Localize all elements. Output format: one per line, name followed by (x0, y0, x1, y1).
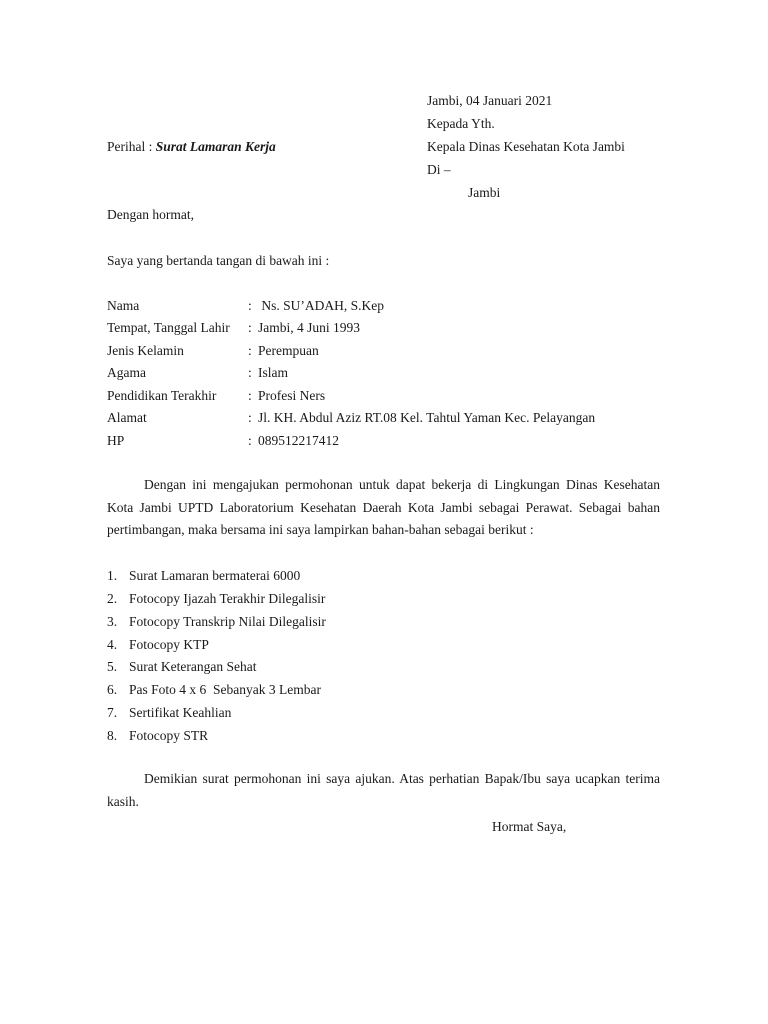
list-text: Fotocopy Ijazah Terakhir Dilegalisir (129, 591, 326, 606)
identity-row (107, 342, 667, 360)
list-text: Sertifikat Keahlian (129, 705, 232, 720)
recipient-salutation: Kepada Yth. (427, 116, 495, 131)
list-number: 3. (107, 614, 118, 629)
identity-value: 089512217412 (258, 433, 339, 448)
identity-colon: : (248, 298, 252, 313)
list-text: Surat Keterangan Sehat (129, 659, 257, 674)
identity-label: Alamat (107, 410, 147, 425)
identity-value: Profesi Ners (258, 388, 326, 403)
subject-label: Perihal : (107, 139, 156, 154)
identity-value: Ns. SU’ADAH, S.Kep (258, 298, 385, 313)
list-number: 4. (107, 637, 118, 652)
subject-line (107, 138, 276, 156)
list-text: Fotocopy STR (129, 728, 209, 743)
identity-colon: : (248, 320, 252, 335)
identity-row (107, 387, 667, 405)
identity-row (107, 319, 667, 337)
closing-paragraph-text: Demikian surat permohonan ini saya ajukan. Atas perhatian Bapak/Ibu saya ucapkan terima kasih. (107, 771, 660, 809)
identity-value: Jl. KH. Abdul Aziz RT.08 Kel. Tahtul Yaman Kec. Pelayangan (258, 410, 596, 425)
identity-row (107, 297, 667, 315)
identity-value: Perempuan (258, 343, 319, 358)
recipient-di: Di – (427, 162, 451, 177)
intro-text: Saya yang bertanda tangan di bawah ini : (107, 253, 330, 268)
list-text: Surat Lamaran bermaterai 6000 (129, 568, 301, 583)
identity-label: Nama (107, 298, 140, 313)
identity-colon: : (248, 410, 252, 425)
identity-label: HP (107, 433, 125, 448)
subject-value: Surat Lamaran Kerja (155, 139, 276, 154)
identity-label: Jenis Kelamin (107, 343, 184, 358)
identity-colon: : (248, 343, 252, 358)
list-number: 8. (107, 728, 118, 743)
list-number: 1. (107, 568, 118, 583)
identity-row (107, 432, 667, 450)
identity-value: Islam (258, 365, 288, 380)
list-text: Fotocopy KTP (129, 637, 209, 652)
list-number: 5. (107, 659, 118, 674)
list-text: Fotocopy Transkrip Nilai Dilegalisir (129, 614, 326, 629)
body-paragraph (107, 474, 660, 542)
list-text: Pas Foto 4 x 6 Sebanyak 3 Lembar (129, 682, 321, 697)
signoff: Hormat Saya, (492, 819, 567, 834)
greeting: Dengan hormat, (107, 207, 194, 222)
list-number: 7. (107, 705, 118, 720)
identity-label: Tempat, Tanggal Lahir (107, 320, 230, 335)
identity-value: Jambi, 4 Juni 1993 (258, 320, 361, 335)
identity-colon: : (248, 433, 252, 448)
letter-date: Jambi, 04 Januari 2021 (427, 93, 553, 108)
identity-row (107, 409, 667, 427)
recipient-name: Kepala Dinas Kesehatan Kota Jambi (427, 139, 625, 154)
identity-row (107, 364, 667, 382)
body-paragraph-text: Dengan ini mengajukan permohonan untuk dapat bekerja di Lingkungan Dinas Kesehatan Kota Jambi UPTD Laboratorium Kesehatan Daerah Kota Jambi sebagai Perawat. Sebagai bahan pertimbangan, maka bersama ini saya lampirkan bahan-bahan sebagai berikut : (107, 477, 660, 537)
identity-label: Agama (107, 365, 146, 380)
list-number: 6. (107, 682, 118, 697)
identity-label: Pendidikan Terakhir (107, 388, 217, 403)
list-number: 2. (107, 591, 118, 606)
identity-colon: : (248, 388, 252, 403)
recipient-city: Jambi (468, 185, 501, 200)
closing-paragraph (107, 768, 660, 813)
identity-colon: : (248, 365, 252, 380)
